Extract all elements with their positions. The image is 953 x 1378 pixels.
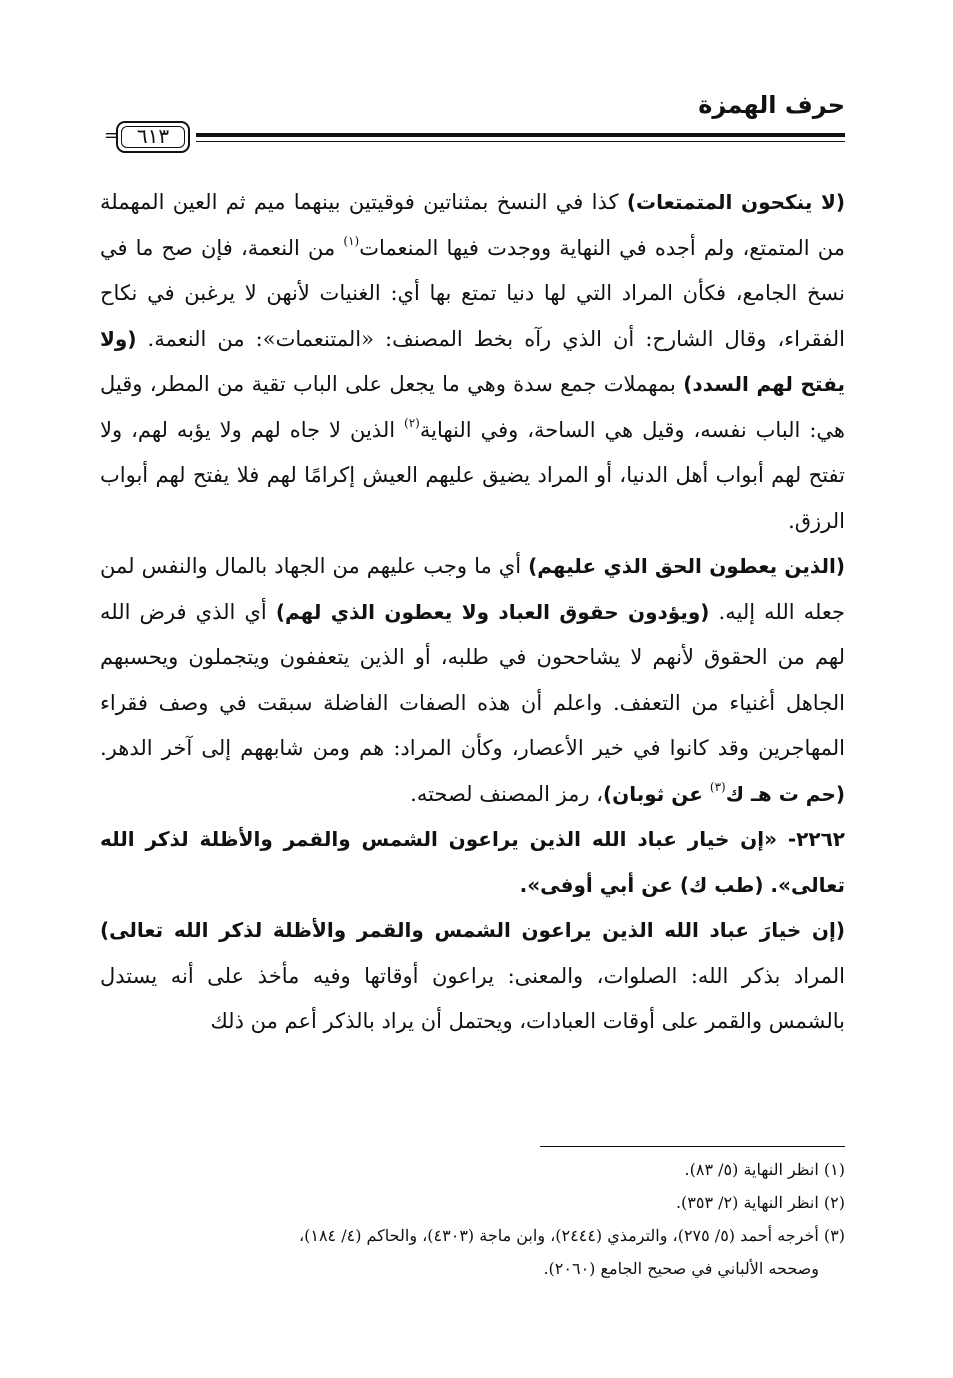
quote-3: (الذين يعطون الحق الذي عليهم) bbox=[528, 554, 845, 578]
paragraph-2 bbox=[100, 544, 845, 817]
commentary: بمهملات جمع سدة وهي ما يجعل على الباب تقية من المطر، وقيل هي: الباب نفسه، وقيل هي الساحة، وفي النهاية bbox=[100, 372, 845, 442]
footnote-ref-1: (١) bbox=[343, 233, 360, 248]
running-head: حرف الهمزة bbox=[698, 91, 845, 119]
footnote-rule bbox=[540, 1146, 845, 1147]
commentary: أي ما وجب عليهم من الجهاد بالمال والنفس لمن جعله الله إليه. bbox=[100, 554, 846, 624]
edge-mark: = bbox=[104, 125, 120, 146]
commentary: أي الذي فرض الله لهم من الحقوق لأنهم لا يشاححون في طلبه، أو الذين يتعففون ويتجملون ويحسبهم الجاهل أغنياء من التعفف. واعلم أن هذه الصفات الفاضلة سبقت في وصف فقراء المهاجرين وقد كانوا في خير الأعصار، وكأن المراد: هم ومن شابههم إلى آخر الدهر. bbox=[100, 599, 845, 760]
source-ref: عن ثوبان) bbox=[603, 781, 710, 806]
footnote-3-continued: وصححه الألباني في صحيح الجامع (٢٠٦٠). bbox=[543, 1259, 819, 1278]
source-ref: (حم ت هـ ك bbox=[725, 781, 845, 806]
quote-1: (لا ينكحون المتمتعات) bbox=[626, 190, 845, 214]
paragraph-1 bbox=[100, 180, 845, 544]
header-rule-thick bbox=[196, 133, 845, 137]
quote-5: (إن خيارَ عباد الله الذين يراعون الشمس والقمر والأظلة لذكر الله تعالى) bbox=[100, 918, 845, 942]
footnote-2: (٢) انظر النهاية (٢/ ٣٥٣). bbox=[675, 1193, 845, 1212]
footnote-1: (١) انظر النهاية (٥/ ٨٣). bbox=[684, 1160, 845, 1179]
commentary: المراد بذكر الله: الصلوات، والمعنى: يراعون أوقاتها وفيه مأخذ على أنه يستدل بالشمس والقمر على أوقات العبادات، ويحتمل أن يراد بالذكر أعم من ذلك bbox=[100, 963, 845, 1033]
quote-4: (ويؤدون حقوق العباد ولا يعطون الذي لهم) bbox=[275, 599, 710, 624]
footnote-3: (٣) أخرجه أحمد (٥/ ٢٧٥)، والترمذي (٢٤٤٤)، وابن ماجة (٤٣٠٣)، والحاكم (٤/ ١٨٤)، bbox=[298, 1226, 845, 1245]
footnote-ref-2: (٢) bbox=[404, 415, 420, 430]
page-number: ٦١٣ bbox=[116, 121, 190, 153]
commentary: من النعمة، فإن صح ما في نسخ الجامع، فكأن المراد التي لها دنيا تمتع بها أي: الغنيات لأنهن لا يرغبن في نكاح الفقراء، وقال الشارح: أن الذي رآه بخط المصنف: «المتنعمات»: من النعمة. bbox=[100, 235, 845, 351]
hadith-text: ٢٢٦٢- «إن خيار عباد الله الذين يراعون الشمس والقمر والأظلة لذكر الله تعالى». (طب ك) عن أبي أوفى». bbox=[100, 827, 845, 897]
header-rule-thin bbox=[196, 141, 845, 142]
commentary: الذين لا جاه لهم ولا يؤبه لهم، ولا تفتح لهم أبواب أهل الدنيا، أو المراد يضيق عليهم العيش إكرامًا لهم فلا يفتح لهم أبواب الرزق. bbox=[100, 417, 845, 533]
footnote-ref-3: (٣) bbox=[709, 779, 726, 794]
paragraph-4 bbox=[100, 908, 845, 1045]
commentary: ، رمز المصنف لصحته. bbox=[410, 781, 604, 806]
main-text bbox=[100, 180, 845, 1045]
commentary: كذا في النسخ بمثناتين فوقيتين بينهما ميم ثم العين المهملة من المتمتع، ولم أجده في النهاية ووجدت فيها المنعمات bbox=[100, 190, 845, 260]
quote-2: (ولا يفتح لهم السدد) bbox=[100, 326, 845, 396]
footnotes bbox=[100, 1153, 845, 1285]
hadith-2262 bbox=[100, 817, 845, 908]
